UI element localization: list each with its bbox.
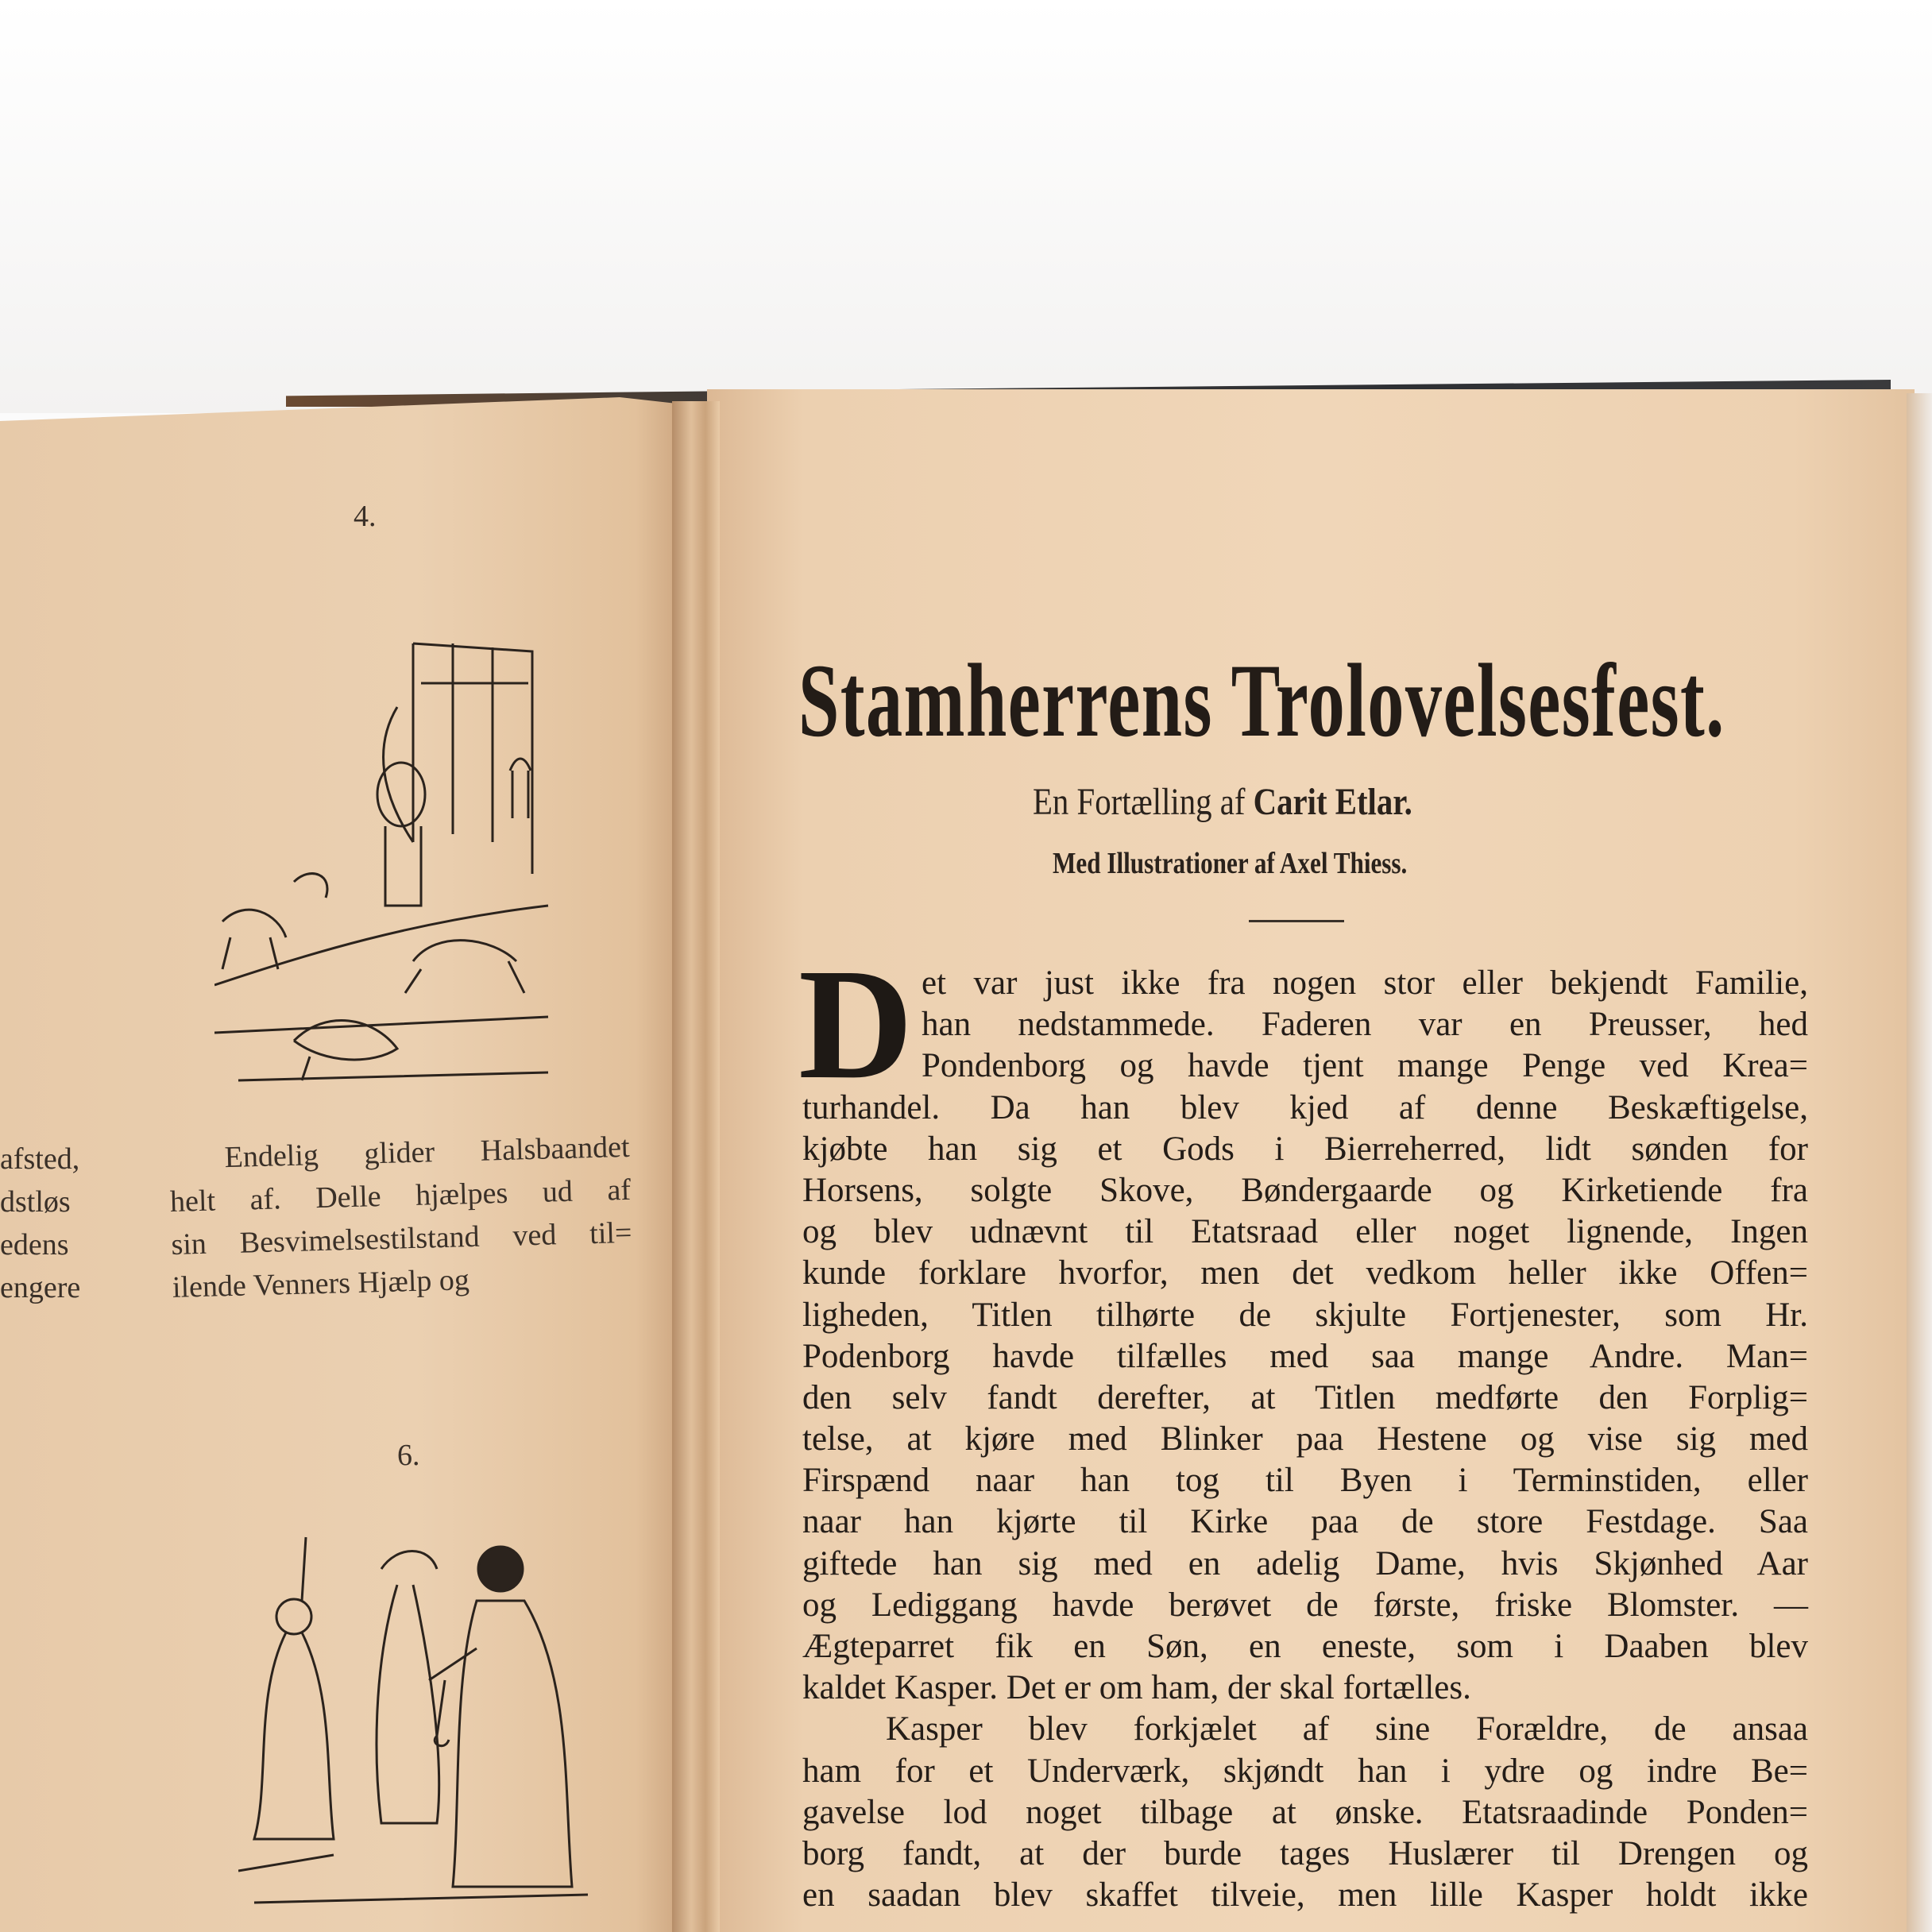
text-line: kaldet Kasper. Det er om ham, der skal fortælles. xyxy=(802,1669,1471,1707)
text-line: Podenborg havde tilfælles med saa mange Andre. Man= xyxy=(802,1337,1808,1375)
text-line: han nedstammede. Faderen var en Preusser, hed xyxy=(922,1006,1808,1044)
story-title: Stamherrens Trolovelsesfest. xyxy=(798,642,1725,759)
subtitle xyxy=(1033,780,1412,824)
text-line: Kasper blev forkjælet af sine Forældre, de ansaa xyxy=(886,1710,1808,1748)
text-line: engere xyxy=(0,1271,81,1304)
page-edge xyxy=(1907,393,1932,1932)
text-line: Endelig glider Halsbaandet xyxy=(224,1130,631,1175)
author-name: Carit Etlar. xyxy=(1253,781,1412,823)
text-line: Ægteparret fik en Søn, en eneste, som i Daaben blev xyxy=(802,1628,1808,1665)
illustrator-credit: Med Illustrationer af Axel Thiess. xyxy=(1053,847,1408,880)
page-number-bottom: 6. xyxy=(397,1439,420,1472)
white-background xyxy=(0,0,1932,413)
text-line: ham for et Underværk, skjøndt han i ydre og indre Be= xyxy=(802,1752,1808,1790)
text-line: gavelse lod noget tilbage at ønske. Etatsraadinde Ponden= xyxy=(802,1793,1808,1831)
text-line: sin Besvimelsestilstand ved til= xyxy=(170,1215,632,1262)
text-line: naar han kjørte til Kirke paa de store Festdage. Saa xyxy=(802,1503,1808,1541)
illustration-women xyxy=(238,1521,596,1918)
text-line: giftede han sig med en adelig Dame, hvis Skjønhed Aar xyxy=(802,1544,1808,1582)
text-line: dstløs xyxy=(0,1185,71,1219)
text-line: en saadan blev skaffet tilveie, men lille Kasper holdt ikke xyxy=(802,1876,1808,1915)
text-line: Firspænd naar han tog til Byen i Terminstiden, eller xyxy=(802,1462,1808,1500)
text-line: borg fandt, at der burde tages Huslærer til Drengen og xyxy=(802,1834,1808,1872)
cut-column-text xyxy=(0,1138,80,1309)
text-line: ligheden, Titlen tilhørte de skjulte Fortjenester, som Hr. xyxy=(802,1296,1808,1334)
text-line: og blev udnævnt til Etatsraad eller noget lignende, Ingen xyxy=(802,1213,1808,1251)
text-line: kjøbte han sig et Gods i Bierreherred, lidt sønden for xyxy=(802,1130,1808,1168)
text-line: og Lediggang havde berøvet de første, friske Blomster. — xyxy=(802,1586,1808,1624)
book-gutter xyxy=(672,401,720,1932)
text-line: kunde forklare hvorfor, men det vedkom heller ikke Offen= xyxy=(802,1254,1808,1293)
text-line: et var just ikke fra nogen stor eller bekjendt Familie, xyxy=(922,964,1808,1002)
divider xyxy=(1249,920,1344,922)
text-line: telse, at kjøre med Blinker paa Hestene og vise sig med xyxy=(802,1420,1808,1459)
text-line: Pondenborg og havde tjent mange Penge ved Krea= xyxy=(922,1047,1808,1085)
text-line: edens xyxy=(0,1228,69,1262)
text-line: ilende Venners Hjælp og xyxy=(172,1263,470,1304)
page-number-top: 4. xyxy=(354,500,377,533)
body-text xyxy=(802,963,1808,1916)
illustration-caption xyxy=(168,1126,633,1309)
text-line: helt af. Delle hjælpes ud af xyxy=(169,1173,632,1219)
text-line: turhandel. Da han blev kjed af denne Beskæftigelse, xyxy=(802,1088,1808,1126)
text-line: Horsens, solgte Skove, Bøndergaarde og Kirketiende fra xyxy=(802,1171,1808,1209)
text-line: den selv fandt derefter, at Titlen medførte den Forplig= xyxy=(802,1378,1808,1416)
illustration-dogs-tower xyxy=(214,636,564,1104)
drop-cap: D xyxy=(798,937,914,1112)
text-line: afsted, xyxy=(0,1142,80,1176)
subtitle-prefix: En Fortælling af xyxy=(1033,781,1246,823)
